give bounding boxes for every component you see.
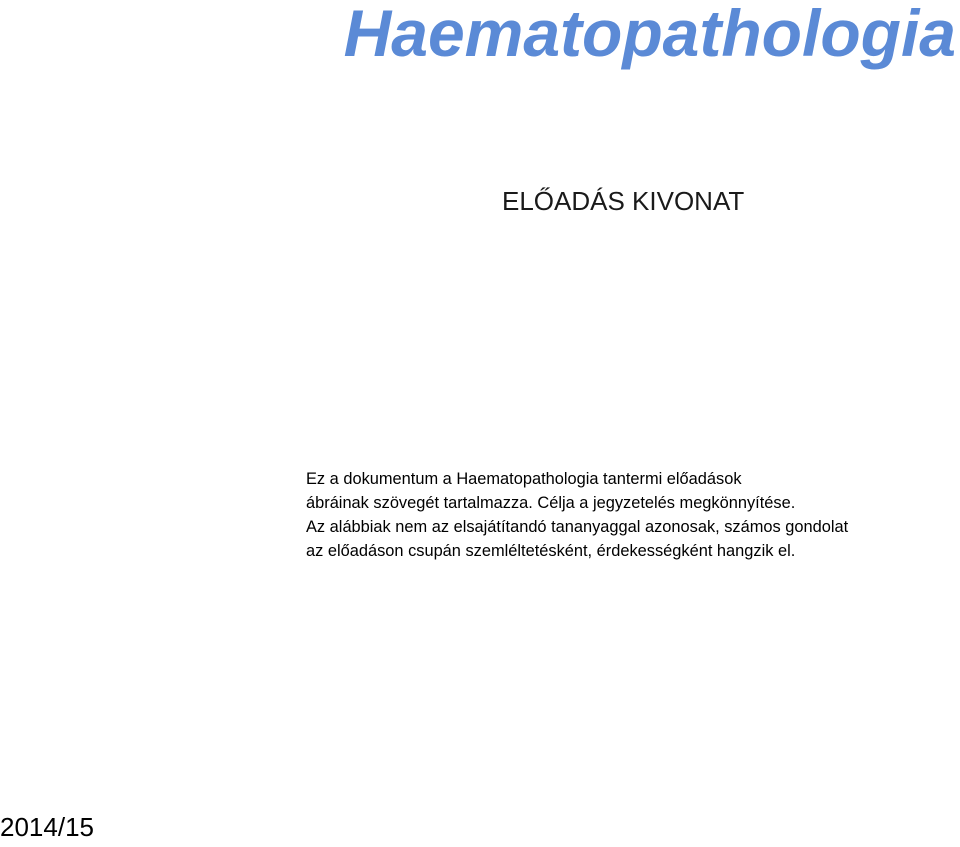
document-subtitle: ELŐADÁS KIVONAT — [502, 186, 745, 216]
intro-line: az előadáson csupán szemléltetésként, érdekességként hangzik el. — [306, 542, 796, 560]
intro-paragraph — [306, 467, 958, 563]
document-title: Haematopathologia — [343, 0, 956, 70]
intro-line: Az alábbiak nem az elsajátítandó tananyaggal azonosak, számos gondolat — [306, 518, 849, 536]
intro-line: ábráinak szövegét tartalmazza. Célja a jegyzetelés megkönnyítése. — [306, 494, 796, 512]
intro-line: Ez a dokumentum a Haematopathologia tantermi előadások — [306, 470, 742, 488]
academic-year: 2014/15 — [0, 812, 94, 842]
